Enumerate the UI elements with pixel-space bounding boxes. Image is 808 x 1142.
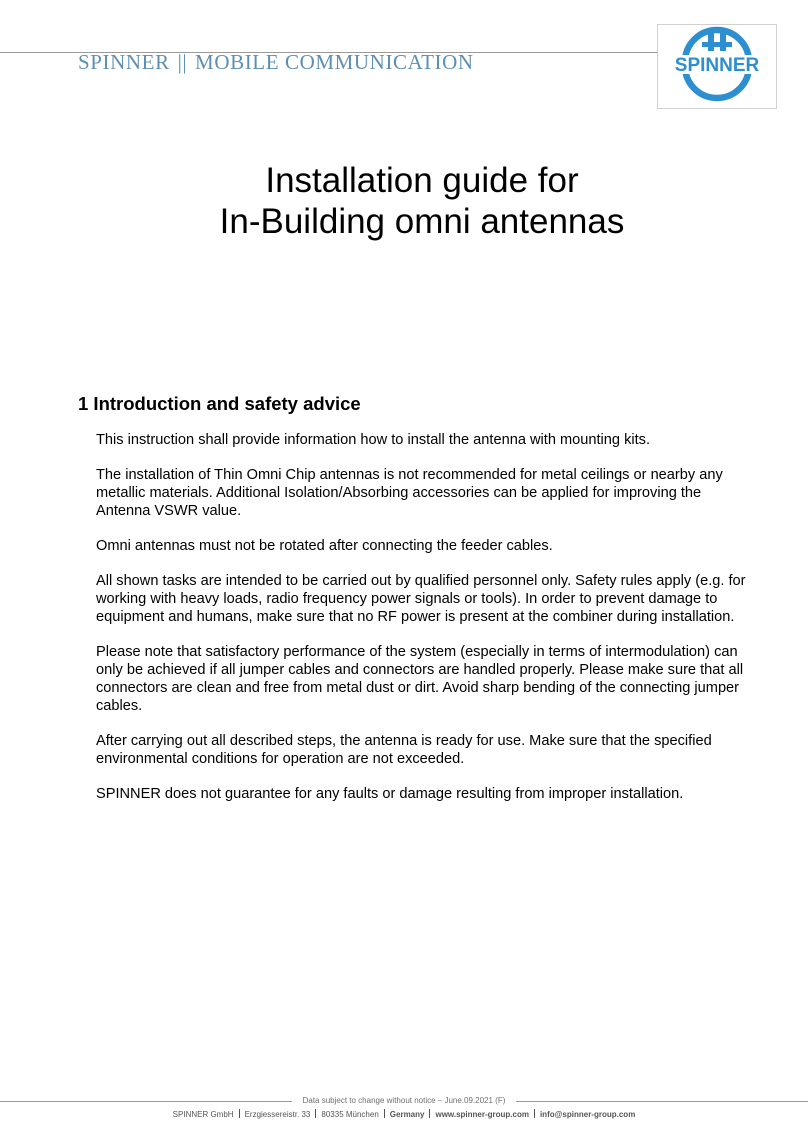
paragraph: The installation of Thin Omni Chip antennas is not recommended for metal ceilings or nearby any metallic materials. Additional Isolation/Absorbing accessories can be applied for improving the Antenna VSWR value.	[96, 467, 723, 519]
document-title-line-2: In-Building omni antennas	[219, 202, 625, 241]
footer-website-link[interactable]: www.spinner-group.com	[435, 1110, 529, 1119]
logo-left-prong	[708, 28, 714, 51]
brand-name: SPINNER	[78, 50, 170, 74]
footer-divider	[239, 1109, 240, 1118]
document-title	[0, 160, 808, 242]
footer-notice: Data subject to change without notice – June.09.2021 (F)	[302, 1096, 506, 1105]
footer-email-link[interactable]: info@spinner-group.com	[539, 1110, 636, 1119]
footer-street: Erzgiessereistr. 33	[244, 1110, 311, 1119]
footer-rule-right	[516, 1101, 808, 1102]
footer-city: 80335 München	[321, 1110, 379, 1119]
footer-divider	[384, 1109, 385, 1118]
header-brand	[78, 52, 474, 73]
section-heading: 1 Introduction and safety advice	[78, 393, 361, 414]
paragraph: SPINNER does not guarantee for any faults or damage resulting from improper installation.	[96, 786, 684, 802]
footer-company: SPINNER GmbH	[172, 1110, 234, 1119]
section-body	[96, 431, 751, 820]
brand-division: MOBILE COMMUNICATION	[195, 50, 474, 74]
spinner-logo-icon	[658, 25, 776, 108]
footer-address	[0, 1109, 808, 1121]
footer-country: Germany	[389, 1110, 425, 1119]
footer-divider	[429, 1109, 430, 1118]
footer-rule-left	[0, 1101, 292, 1102]
logo-crossbar	[702, 42, 732, 47]
footer-divider	[315, 1109, 316, 1118]
brand-separator: ||	[177, 50, 188, 74]
paragraph: All shown tasks are intended to be carried out by qualified personnel only. Safety rules apply (e.g. for working with heavy loads, radio frequency power signals or tools). In order to prevent damage to equipment and humans, make sure that no RF power is present at the combiner during installation.	[96, 573, 746, 625]
paragraph: After carrying out all described steps, the antenna is ready for use. Make sure that the specified environmental conditions for operation are not exceeded.	[96, 733, 712, 767]
paragraph: This instruction shall provide information how to install the antenna with mounting kits.	[96, 432, 651, 448]
spinner-logo	[657, 24, 777, 109]
logo-wordmark: SPINNER	[674, 55, 760, 76]
footer-divider	[534, 1109, 535, 1118]
logo-right-prong	[720, 28, 726, 51]
paragraph: Please note that satisfactory performance of the system (especially in terms of intermodulation) can only be achieved if all jumper cables and connectors are handled properly. Please make sure that all connectors are clean and free from metal dust or dirt. Avoid sharp bending of the connecting jumper cables.	[96, 644, 744, 714]
document-title-line-1: Installation guide for	[265, 161, 579, 200]
paragraph: Omni antennas must not be rotated after connecting the feeder cables.	[96, 538, 553, 554]
